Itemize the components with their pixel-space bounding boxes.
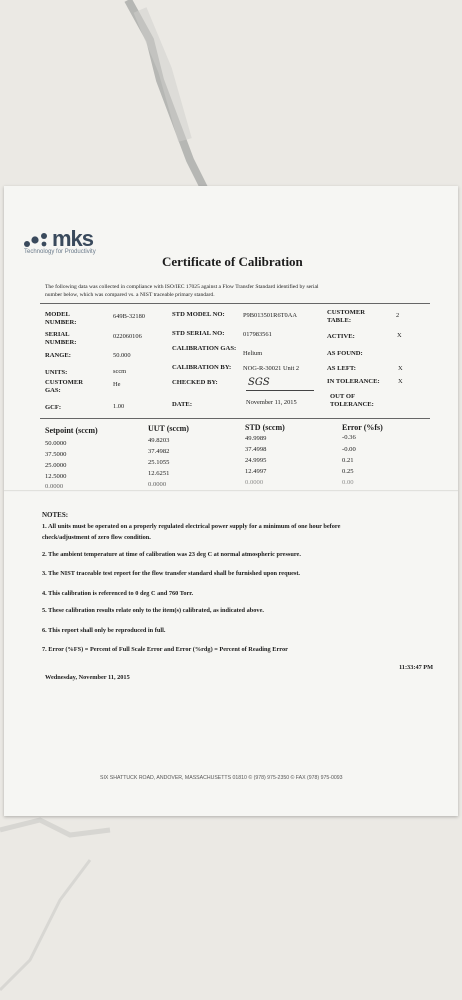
- divider-top: [40, 303, 430, 304]
- std-cell: 49.9989: [245, 435, 267, 442]
- gcf-value: 1.00: [113, 403, 125, 410]
- note-item: 3. The NIST traceable test report for the flow transfer standard shall be furnished upon request.: [42, 570, 301, 577]
- in-tolerance-label: IN TOLERANCE:: [327, 378, 380, 385]
- customer-table-label: CUSTOMER TABLE:: [327, 309, 365, 324]
- in-tolerance-value: X: [398, 378, 403, 385]
- model-value: 649B-32180: [113, 313, 145, 320]
- table-header-std: STD (sccm): [245, 423, 285, 432]
- serial-value: 022060106: [113, 333, 142, 340]
- report-date: Wednesday, November 11, 2015: [45, 674, 130, 681]
- calibration-gas-value: Helium: [243, 350, 263, 357]
- std-serial-label: STD SERIAL NO:: [172, 330, 225, 337]
- setpoint-cell: 12.5000: [45, 473, 67, 480]
- setpoint-cell: 25.0000: [45, 462, 67, 469]
- active-label: ACTIVE:: [327, 333, 355, 340]
- signature-line: [246, 390, 314, 391]
- std-cell: 37.4998: [245, 446, 267, 453]
- setpoint-cell: 50.0000: [45, 440, 67, 447]
- certificate-title: Certificate of Calibration: [162, 254, 303, 269]
- report-time: 11:33:47 PM: [399, 664, 434, 671]
- as-found-label: AS FOUND:: [327, 350, 363, 357]
- checked-by-label: CHECKED BY:: [172, 379, 218, 386]
- date-label: DATE:: [172, 401, 193, 408]
- as-left-label: AS LEFT:: [327, 365, 357, 372]
- customer-gas-label: CUSTOMER GAS:: [45, 379, 83, 394]
- divider-table: [40, 418, 430, 419]
- uut-cell: 12.6251: [148, 470, 170, 477]
- table-header-uut: UUT (sccm): [148, 424, 189, 433]
- customer-table-value: 2: [396, 312, 400, 319]
- uut-cell: 37.4982: [148, 448, 170, 455]
- error-cell: 0.25: [342, 468, 354, 475]
- std-cell: 24.9995: [245, 457, 267, 464]
- serial-label: SERIAL NUMBER:: [45, 331, 77, 346]
- note-item: 4. This calibration is referenced to 0 deg C and 760 Torr.: [42, 590, 194, 597]
- table-header-setpoint: Setpoint (sccm): [45, 426, 98, 435]
- intro-line-1: The following data was collected in compliance with ISO/IEC 17025 against a Flow Transfer Standard identified by serial: [45, 284, 319, 290]
- note-item: 1. All units must be operated on a properly regulated electrical power supply for a minimum of one hour before: [42, 523, 341, 530]
- std-cell: 0.0000: [245, 479, 264, 486]
- uut-cell: 0.0000: [148, 481, 167, 488]
- std-serial-value: 017983561: [243, 331, 272, 338]
- setpoint-cell: 0.0000: [45, 483, 64, 490]
- company-address: SIX SHATTUCK ROAD, ANDOVER, MASSACHUSETTS 01810 © (978) 975-2350 © FAX (978) 975-0093: [100, 775, 343, 781]
- std-model-label: STD MODEL NO:: [172, 311, 225, 318]
- calibration-by-label: CALIBRATION BY:: [172, 364, 232, 371]
- note-item: 7. Error (%FS) = Percent of Full Scale Error and Error (%rdg) = Percent of Reading Error: [42, 646, 288, 653]
- note-item: 6. This report shall only be reproduced in full.: [42, 627, 166, 634]
- note-item: 2. The ambient temperature at time of calibration was 23 deg C at normal atmospheric pressure.: [42, 551, 301, 558]
- note-item: check/adjustment of zero flow condition.: [42, 534, 151, 541]
- units-value: sccm: [113, 368, 127, 375]
- range-label: RANGE:: [45, 352, 72, 359]
- gcf-label: GCF:: [45, 404, 62, 411]
- date-value: November 11, 2015: [246, 399, 297, 406]
- brand-tagline: Technology for Productivity: [24, 249, 96, 255]
- error-cell: 0.00: [342, 479, 354, 486]
- out-of-tolerance-label: OUT OF TOLERANCE:: [330, 393, 374, 408]
- uut-cell: 25.1055: [148, 459, 170, 466]
- range-value: 50.000: [113, 352, 131, 359]
- setpoint-cell: 37.5000: [45, 451, 67, 458]
- uut-cell: 49.8203: [148, 437, 170, 444]
- customer-gas-value: He: [113, 381, 121, 388]
- note-item: 5. These calibration results relate only to the item(s) calibrated, as indicated above.: [42, 607, 264, 614]
- intro-line-2: number below, which was compared vs. a NIST traceable primary standard.: [45, 292, 215, 298]
- model-label: MODEL NUMBER:: [45, 311, 77, 326]
- units-label: UNITS:: [45, 369, 68, 376]
- brand-logo: mks: [52, 226, 94, 251]
- table-header-error: Error (%fs): [342, 423, 383, 432]
- certificate-paper: [4, 186, 458, 816]
- active-value: X: [397, 332, 402, 339]
- std-cell: 12.4997: [245, 468, 267, 475]
- calibration-by-value: NOG-R-30021 Unit 2: [243, 365, 300, 372]
- notes-heading: NOTES:: [42, 511, 69, 519]
- as-left-value: X: [398, 365, 403, 372]
- calibration-gas-label: CALIBRATION GAS:: [172, 345, 237, 352]
- checked-by-signature: SGS: [248, 377, 270, 388]
- mks-logo-dots-icon: [23, 232, 51, 248]
- error-cell: 0.21: [342, 457, 354, 464]
- error-cell: -0.36: [342, 434, 356, 441]
- std-model-value: P9B013501R6T0AA: [243, 312, 297, 319]
- error-cell: -0.00: [342, 446, 356, 453]
